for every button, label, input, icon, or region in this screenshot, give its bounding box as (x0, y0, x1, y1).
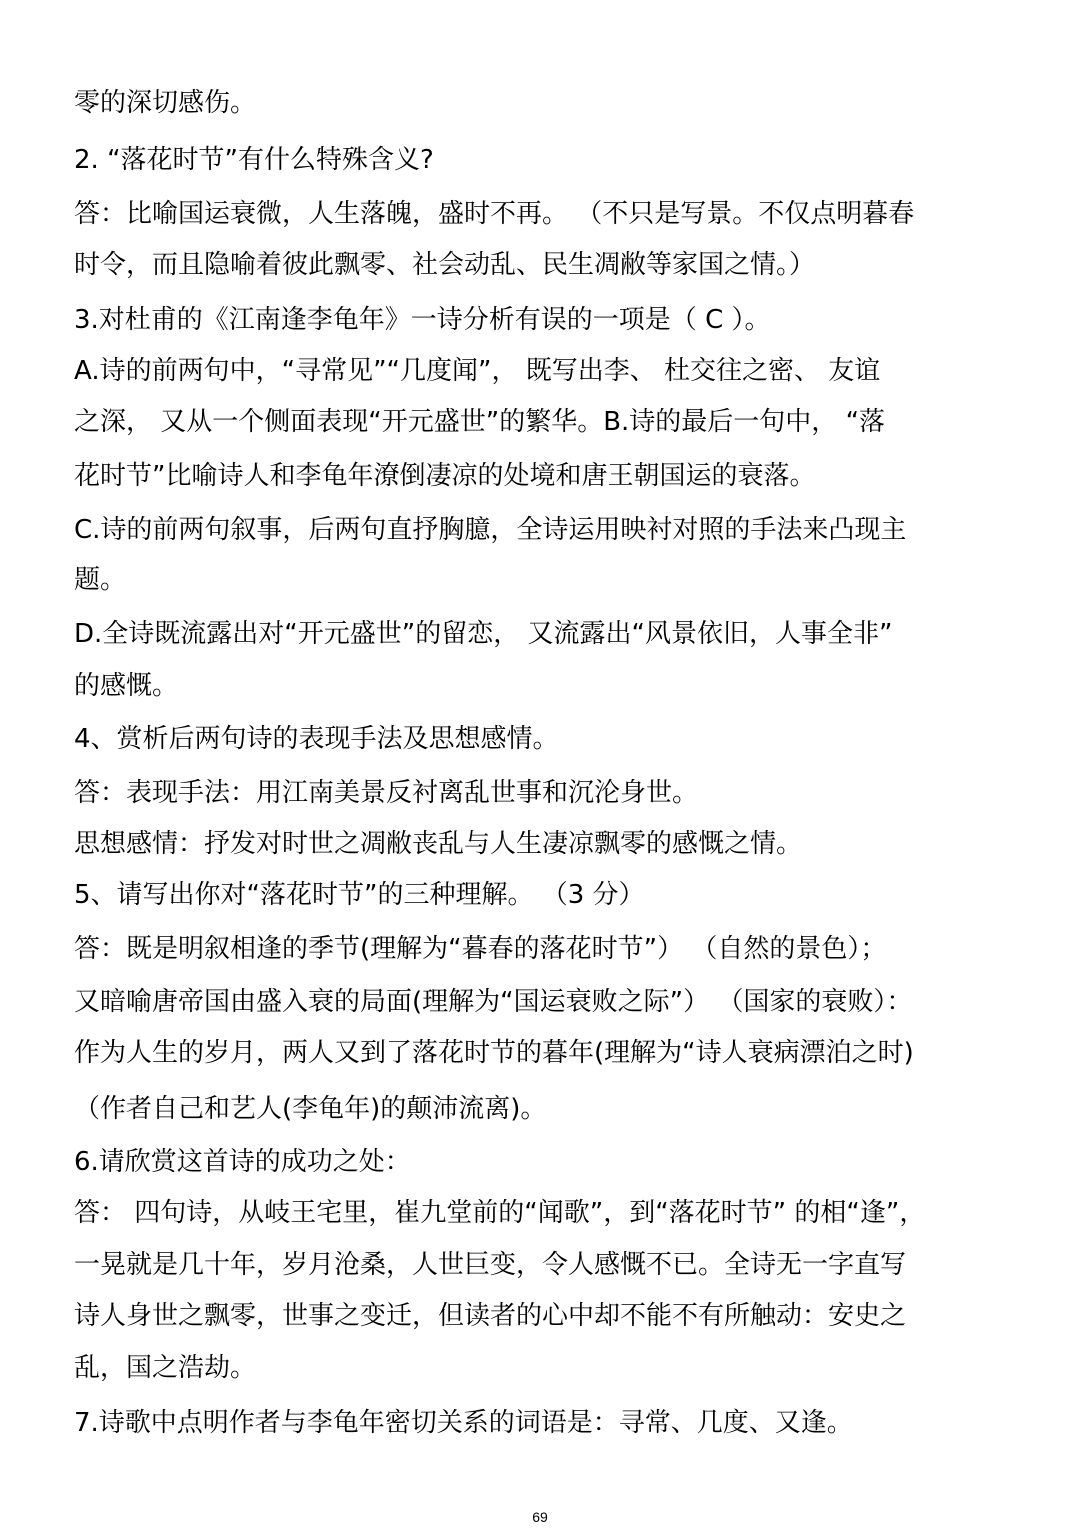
option-a-b-line: 之深， 又从一个侧面表现“开元盛世”的繁华。B.诗的最后一句中， “落 (74, 407, 886, 437)
answer-2-line-1: 答：比喻国运衰微，人生落魄，盛时不再。 （不只是写景。不仅点明暮春 (74, 199, 915, 229)
answer-6-line-3: 诗人身世之飘零，世事之变迁，但读者的心中却不能不有所触动：安史之 (74, 1301, 907, 1331)
question-5: 5、请写出你对“落花时节”的三种理解。 （3 分） (74, 880, 645, 910)
answer-5-line-2: 又暗喻唐帝国由盛入衰的局面(理解为“国运衰败之际”） （国家的衰败）： (74, 987, 913, 1017)
answer-4-line-1: 答：表现手法：用江南美景反衬离乱世事和沉沦身世。 (74, 778, 699, 808)
option-d-line-2: 的感慨。 (74, 671, 179, 701)
option-c-line-2: 题。 (74, 565, 127, 595)
question-4: 4、赏析后两句诗的表现手法及思想感情。 (74, 724, 559, 754)
option-c-line-1: C.诗的前两句叙事，后两句直抒胸臆，全诗运用映衬对照的手法来凸现主 (74, 515, 907, 545)
option-d-line-1: D.全诗既流露出对“开元盛世”的留恋， 又流露出“风景依旧，人事全非” (74, 619, 893, 649)
text-line: 零的深切感伤。 (74, 88, 257, 118)
answer-6-line-1: 答： 四句诗，从岐王宅里，崔九堂前的“闻歌”，到“落花时节” 的相“逢”， (74, 1198, 926, 1228)
answer-2-line-2: 时令，而且隐喻着彼此飘零、社会动乱、民生凋敝等家国之情。） (74, 250, 816, 280)
answer-6-line-4: 乱，国之浩劫。 (74, 1353, 257, 1383)
option-a-line-1: A.诗的前两句中，“寻常见”“几度闻”， 既写出李、 杜交往之密、 友谊 (74, 356, 881, 386)
answer-5-line-1: 答：既是明叙相逢的季节(理解为“暮春的落花时节”） （自然的景色）； (74, 934, 887, 964)
question-3: 3.对杜甫的《江南逢李龟年》一诗分析有误的一项是（ C ）。 (74, 305, 771, 335)
question-2: 2. “落花时节”有什么特殊含义? (74, 145, 434, 175)
question-7: 7.诗歌中点明作者与李龟年密切关系的词语是：寻常、几度、又逢。 (74, 1408, 853, 1438)
answer-5-line-3: 作为人生的岁月，两人又到了落花时节的暮年(理解为“诗人衰病漂泊之时) (74, 1038, 914, 1068)
page-number: 69 (532, 1509, 548, 1525)
answer-4-line-2: 思想感情：抒发对时世之凋敝丧乱与人生凄凉飘零的感慨之情。 (74, 829, 803, 859)
answer-6-line-2: 一晃就是几十年，岁月沧桑，人世巨变，令人感慨不已。全诗无一字直写 (74, 1250, 907, 1280)
answer-5-line-4: （作者自己和艺人(李龟年)的颠沛流离)。 (74, 1094, 547, 1124)
option-b-line-2: 花时节”比喻诗人和李龟年潦倒凄凉的处境和唐王朝国运的衰落。 (74, 461, 816, 491)
question-6: 6.请欣赏这首诗的成功之处： (74, 1147, 411, 1177)
